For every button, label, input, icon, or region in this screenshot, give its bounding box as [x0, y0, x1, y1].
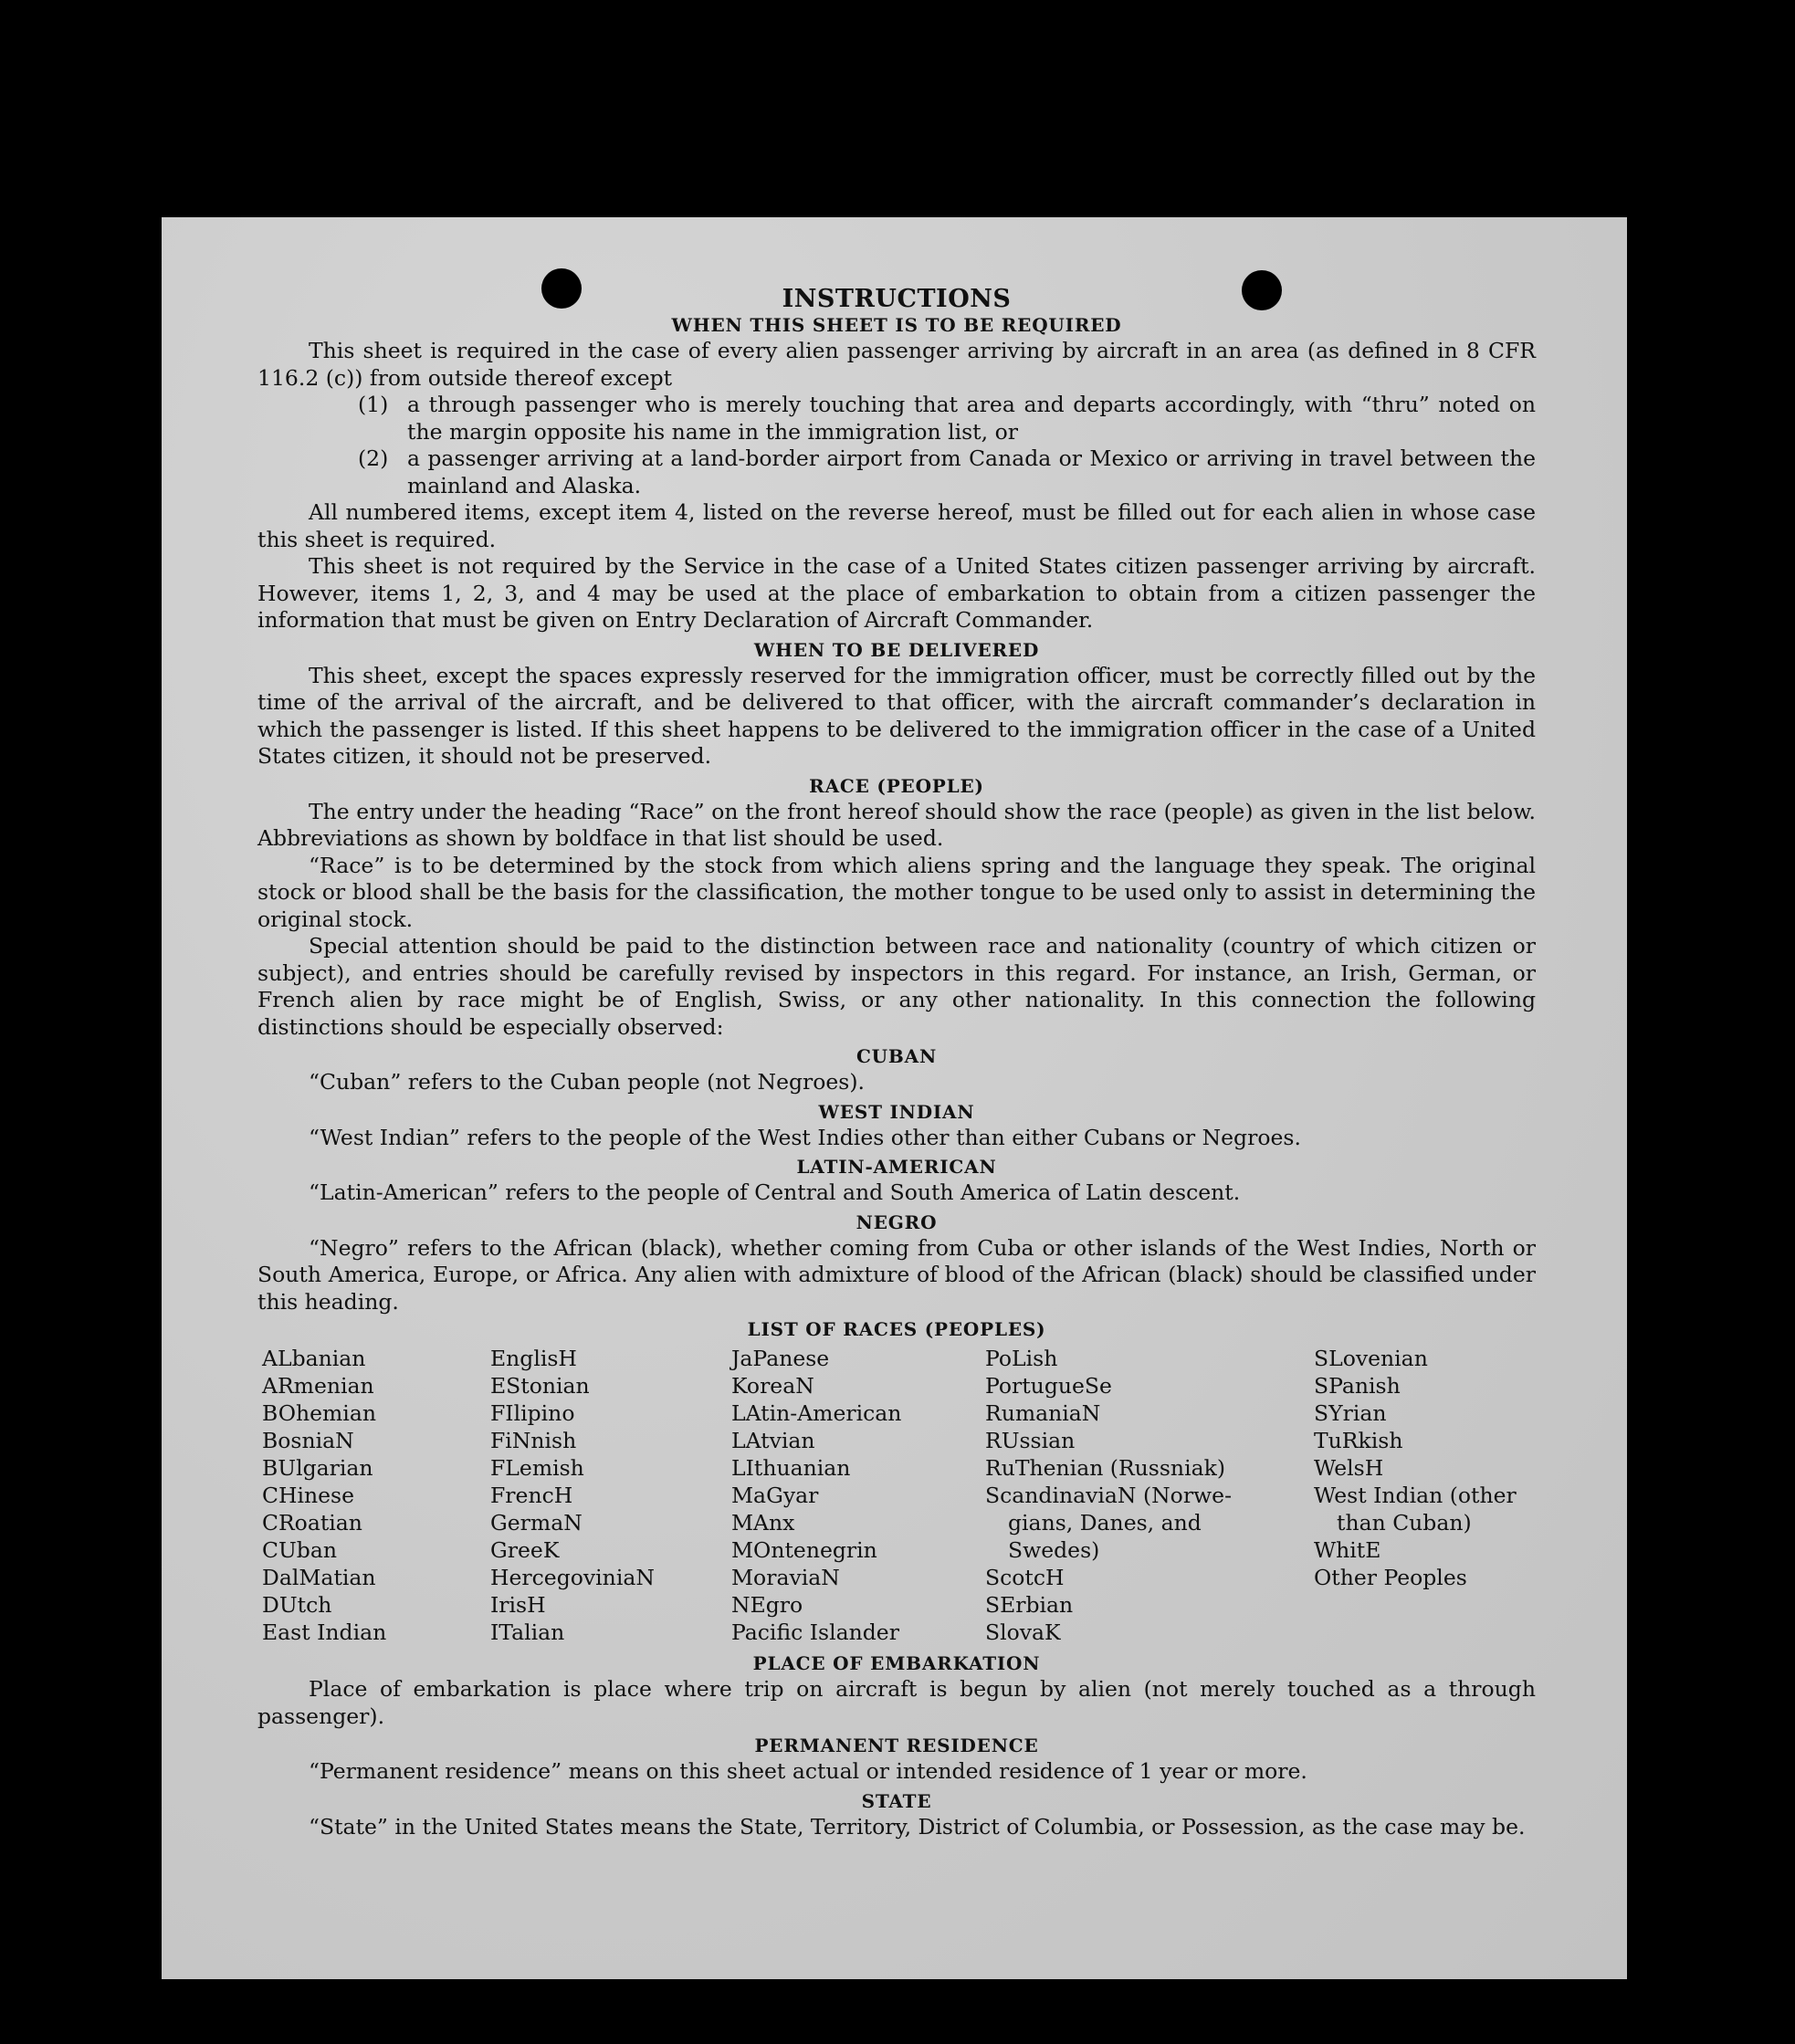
document-sheet	[162, 217, 1627, 1979]
race-item: CHinese	[262, 1483, 354, 1508]
race-item: BosniaN	[262, 1428, 354, 1453]
item-text: a passenger arriving at a land-border airport from Canada or Mexico or arriving in travel between the mainland and Alaska.	[407, 445, 1536, 498]
race-item: LAtvian	[731, 1428, 815, 1453]
section-heading-required: WHEN THIS SHEET IS TO BE REQUIRED	[671, 314, 1122, 336]
race-item: RumaniaN	[985, 1400, 1101, 1426]
numbered-items-paragraph: All numbered items, except item 4, listed on the reverse hereof, must be filled out for each alien in whose case this sheet is required.	[257, 499, 1536, 552]
section-heading-cuban: CUBAN	[856, 1045, 938, 1067]
race-item: GreeK	[490, 1537, 560, 1563]
race-paragraph-3: Special attention should be paid to the distinction between race and nationality (country of which citizen or subject), and entries should be carefully revised by inspectors in this regard. For instance, an Irish, German, or French alien by race might be of English, Swiss, or any other nationality. In this connection the following distinctions should be especially observed:	[257, 933, 1536, 1040]
race-item: EStonian	[490, 1373, 590, 1399]
race-column-4	[985, 1345, 1314, 1646]
race-list-table	[262, 1345, 1536, 1646]
race-item: WelsH	[1314, 1455, 1384, 1481]
race-column-3	[731, 1345, 985, 1646]
race-item: RuThenian (Russniak)	[985, 1455, 1225, 1481]
race-paragraph-1: The entry under the heading “Race” on the front hereof should show the race (people) as given in the list below. Abbreviations as shown by boldface in that list should be used.	[257, 798, 1536, 851]
latin-american-paragraph: “Latin-American” refers to the people of Central and South America of Latin descent.	[309, 1179, 1241, 1205]
race-item: Pacific Islander	[731, 1619, 899, 1645]
race-item: FrencH	[490, 1483, 573, 1508]
race-item: MaGyar	[731, 1483, 819, 1508]
race-item: LAtin-American	[731, 1400, 902, 1426]
item-text: a through passenger who is merely touching that area and departs accordingly, with “thru” noted on the margin opposite his name in the immigration list, or	[407, 392, 1536, 445]
race-item: CRoatian	[262, 1510, 362, 1536]
race-item: RUssian	[985, 1428, 1076, 1453]
race-column-5	[1314, 1345, 1540, 1646]
residence-paragraph: “Permanent residence” means on this sheet actual or intended residence of 1 year or more.	[309, 1758, 1307, 1784]
race-item: ScotcH	[985, 1565, 1065, 1590]
race-item: HercegoviniaN	[490, 1565, 655, 1590]
section-heading-race-list: LIST OF RACES (PEOPLES)	[747, 1318, 1046, 1340]
race-column-1	[262, 1345, 490, 1646]
race-item: SPanish	[1314, 1373, 1401, 1399]
section-heading-embarkation: PLACE OF EMBARKATION	[752, 1652, 1041, 1674]
race-item: BOhemian	[262, 1400, 376, 1426]
race-item: West Indian (other	[1314, 1483, 1517, 1508]
intro-paragraph: This sheet is required in the case of every alien passenger arriving by aircraft in an area (as defined in 8 CFR 116.2 (c)) from outside thereof except	[257, 338, 1536, 391]
race-item: ITalian	[490, 1619, 565, 1645]
exception-item-2	[358, 445, 1536, 499]
exception-item-1	[358, 392, 1536, 445]
delivered-paragraph: This sheet, except the spaces expressly reserved for the immigration officer, must be correctly filled out by the time of the arrival of the aircraft, and be delivered to that officer, with the aircraft commander’s declaration in which the passenger is listed. If this sheet happens to be delivered to the immigration officer in the case of a United States citizen, it should not be preserved.	[257, 662, 1536, 769]
race-item: SYrian	[1314, 1400, 1387, 1426]
section-heading-state: STATE	[861, 1789, 932, 1812]
item-number: (1)	[358, 392, 389, 417]
race-item: MOntenegrin	[731, 1537, 877, 1563]
race-item: TuRkish	[1314, 1428, 1403, 1453]
item-number: (2)	[358, 445, 389, 471]
race-item-continued: Swedes)	[1008, 1537, 1100, 1563]
race-item: MoraviaN	[731, 1565, 840, 1590]
instructions-content	[257, 285, 1536, 1840]
race-paragraph-2: “Race” is to be determined by the stock from which aliens spring and the language they speak. The original stock or blood shall be the basis for the classification, the mother tongue to be used only to assist in determining the original stock.	[257, 852, 1536, 932]
section-heading-latin-american: LATIN-AMERICAN	[796, 1156, 997, 1178]
race-item: LIthuanian	[731, 1455, 851, 1481]
race-item-continued: than Cuban)	[1337, 1510, 1472, 1536]
race-item: CUban	[262, 1537, 337, 1563]
race-item: FIlipino	[490, 1400, 575, 1426]
race-item: East Indian	[262, 1619, 387, 1645]
citizen-paragraph: This sheet is not required by the Service in the case of a United States citizen passenger arriving by aircraft. However, items 1, 2, 3, and 4 may be used at the place of embarkation to obtain from a citizen passenger the information that must be given on Entry Declaration of Aircraft Commander.	[257, 553, 1536, 633]
race-item: Other Peoples	[1314, 1565, 1467, 1590]
race-item: KoreaN	[731, 1373, 814, 1399]
race-item: DUtch	[262, 1592, 332, 1618]
race-item: NEgro	[731, 1592, 803, 1618]
section-heading-west-indian: WEST INDIAN	[818, 1100, 975, 1123]
race-item: SErbian	[985, 1592, 1074, 1618]
negro-paragraph: “Negro” refers to the African (black), whether coming from Cuba or other islands of the West Indies, North or South America, Europe, or Africa. Any alien with admixture of blood of the African (black) should be classified under this heading.	[257, 1234, 1536, 1315]
cuban-paragraph: “Cuban” refers to the Cuban people (not Negroes).	[309, 1069, 866, 1095]
race-item: FiNnish	[490, 1428, 577, 1453]
page-title: INSTRUCTIONS	[782, 285, 1012, 313]
race-item: GermaN	[490, 1510, 583, 1536]
race-column-2	[490, 1345, 731, 1646]
section-heading-race: RACE (PEOPLE)	[809, 774, 984, 797]
race-item-continued: gians, Danes, and	[1008, 1510, 1202, 1536]
race-item: ARmenian	[262, 1373, 374, 1399]
section-heading-residence: PERMANENT RESIDENCE	[754, 1735, 1039, 1756]
race-item: ScandinaviaN (Norwe-	[985, 1483, 1233, 1508]
race-item: PortugueSe	[985, 1373, 1112, 1399]
race-item: EnglisH	[490, 1346, 577, 1371]
race-item: IrisH	[490, 1592, 546, 1618]
race-item: MAnx	[731, 1510, 795, 1536]
race-item: SlovaK	[985, 1619, 1061, 1645]
race-item: SLovenian	[1314, 1346, 1428, 1371]
race-item: DalMatian	[262, 1565, 376, 1590]
section-heading-negro: NEGRO	[856, 1211, 938, 1233]
race-item: JaPanese	[731, 1346, 830, 1371]
section-heading-delivered: WHEN TO BE DELIVERED	[753, 638, 1040, 661]
race-item: ALbanian	[262, 1346, 366, 1371]
state-paragraph: “State” in the United States means the State, Territory, District of Columbia, or Possession, as the case may be.	[309, 1813, 1526, 1840]
embarkation-paragraph: Place of embarkation is place where trip on aircraft is begun by alien (not merely touched as a through passenger).	[257, 1676, 1536, 1729]
race-item: PoLish	[985, 1346, 1058, 1371]
race-item: BUlgarian	[262, 1455, 373, 1481]
race-item: FLemish	[490, 1455, 584, 1481]
race-item: WhitE	[1314, 1537, 1381, 1563]
west-indian-paragraph: “West Indian” refers to the people of the West Indies other than either Cubans or Negroes.	[309, 1124, 1301, 1150]
